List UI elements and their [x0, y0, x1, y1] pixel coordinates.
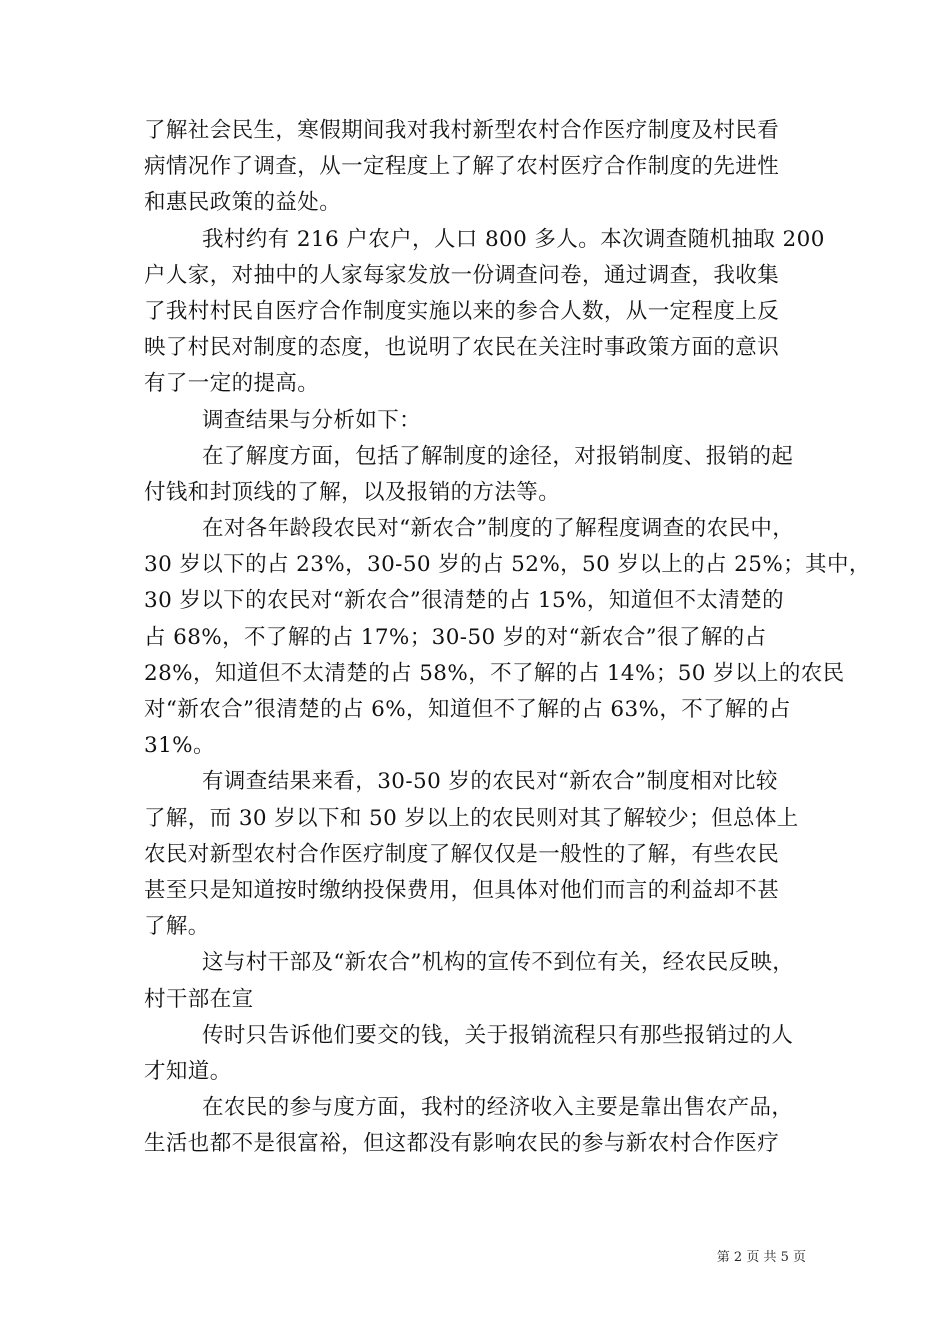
text-line: 农民对新型农村合作医疗制度了解仅仅是一般性的了解，有些农民 [144, 841, 780, 867]
text-line: 甚至只是知道按时缴纳投保费用，但具体对他们而言的利益却不甚 [144, 877, 780, 903]
document-body [144, 113, 871, 1162]
text-line: 对“新农合”很清楚的占 6%，知道但不了解的占 63%，不了解的占 [144, 697, 791, 722]
text-line: 有了一定的提高。 [144, 371, 320, 397]
text-line: 户人家，对抽中的人家每家发放一份调查问卷，通过调查，我收集 [144, 262, 780, 288]
text-line: 在农民的参与度方面，我村的经济收入主要是靠出售农产品， [202, 1095, 794, 1121]
text-line: 村干部在宣 [144, 986, 254, 1012]
text-line: 这与村干部及“新农合”机构的宣传不到位有关，经农民反映， [202, 950, 795, 976]
text-line: 和惠民政策的益处。 [144, 190, 342, 216]
text-line: 了我村村民自医疗合作制度实施以来的参合人数，从一定程度上反 [144, 298, 780, 324]
text-line: 在了解度方面，包括了解制度的途径，对报销制度、报销的起 [202, 443, 794, 469]
text-line: 我村约有 216 户农户，人口 800 多人。本次调查随机抽取 200 [202, 226, 825, 252]
page-number-footer: 第 2 页 共 5 页 [716, 1250, 806, 1265]
text-line: 在对各年龄段农民对“新农合”制度的了解程度调查的农民中， [202, 516, 795, 542]
text-line: 病情况作了调查，从一定程度上了解了农村医疗合作制度的先进性 [144, 154, 780, 180]
text-line: 了解，而 30 岁以下和 50 岁以上的农民则对其了解较少；但总体上 [144, 805, 799, 831]
text-line: 付钱和封顶线的了解，以及报销的方法等。 [144, 479, 561, 505]
text-line: 有调查结果来看，30-50 岁的农民对“新农合”制度相对比较 [202, 769, 778, 795]
text-line: 才知道。 [144, 1058, 232, 1084]
text-line: 了解社会民生，寒假期间我对我村新型农村合作医疗制度及村民看 [144, 118, 780, 143]
text-line: 传时只告诉他们要交的钱，关于报销流程只有那些报销过的人 [202, 1022, 794, 1048]
text-line: 调查结果与分析如下： [202, 407, 422, 433]
text-line: 28%，知道但不太清楚的占 58%，不了解的占 14%；50 岁以上的农民 [144, 660, 845, 686]
text-line: 映了村民对制度的态度，也说明了农民在关注时事政策方面的意识 [144, 335, 780, 361]
text-line: 占 68%，不了解的占 17%；30-50 岁的对“新农合”很了解的占 [144, 624, 767, 650]
text-line: 了解。 [144, 914, 210, 940]
text-line: 30 岁以下的农民对“新农合”很清楚的占 15%，知道但不太清楚的 [144, 588, 784, 614]
text-line: 31%。 [144, 733, 215, 759]
text-line: 30 岁以下的占 23%，30-50 岁的占 52%，50 岁以上的占 25%；其中， [144, 552, 871, 578]
text-line: 生活也都不是很富裕，但这都没有影响农民的参与新农村合作医疗 [144, 1131, 780, 1157]
